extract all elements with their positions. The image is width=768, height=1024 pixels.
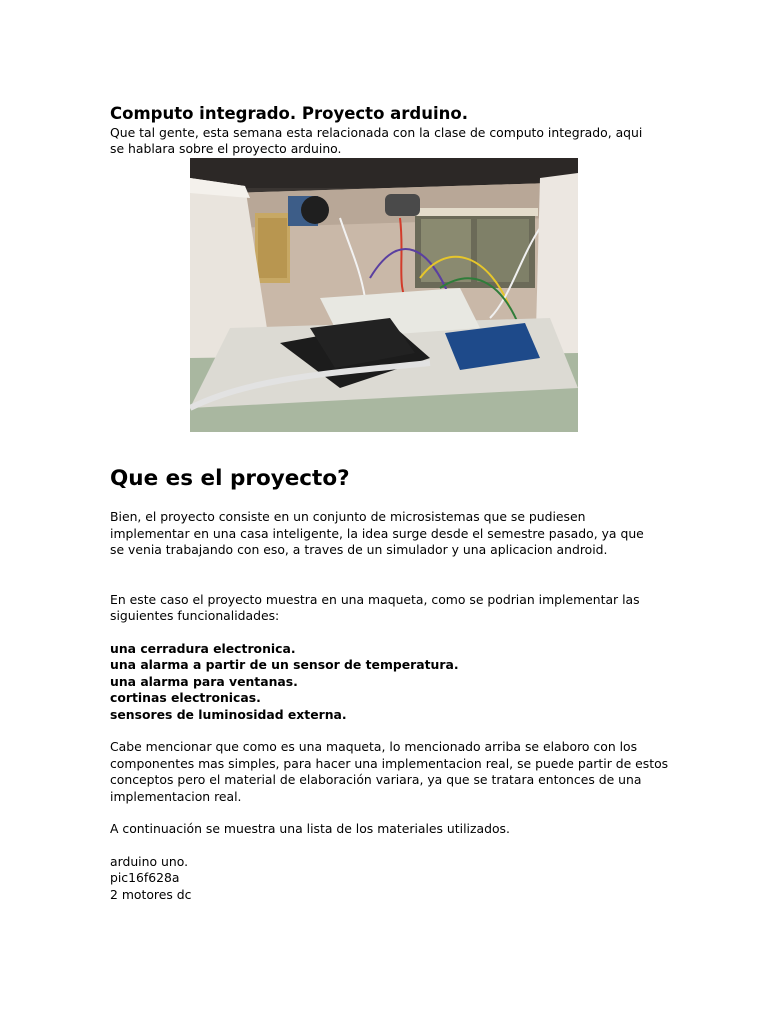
feature-item: una alarma para ventanas. <box>110 673 298 689</box>
materials-list <box>110 854 670 904</box>
arduino-model-photo <box>190 158 578 432</box>
feature-item: una cerradura electronica. <box>110 640 296 656</box>
document-page <box>110 104 670 902</box>
material-item: pic16f628a <box>110 870 180 885</box>
paragraph: A continuación se muestra una lista de los materiales utilizados. <box>110 821 510 836</box>
paragraph: Cabe mencionar que como es una maqueta, lo mencionado arriba se elaboro con los componentes mas simples, para hacer una implementacion real, se puede partir de estos conceptos pero el material de elaboración variara, ya que se tratara entonces de una implementacion real. <box>110 739 669 804</box>
material-item: 2 motores dc <box>110 886 192 902</box>
post-title: Computo integrado. Proyecto arduino. <box>110 104 468 123</box>
intro-text: Que tal gente, esta semana esta relacionada con la clase de computo integrado, aqui se hablara sobre el proyecto arduino. <box>110 125 643 156</box>
paragraph: En este caso el proyecto muestra en una maqueta, como se podrian implementar las siguientes funcionalidades: <box>110 591 640 623</box>
section-heading: Que es el proyecto? <box>110 466 350 491</box>
article-body <box>110 509 670 903</box>
feature-item: una alarma a partir de un sensor de temperatura. <box>110 657 459 672</box>
feature-item: cortinas electronicas. <box>110 690 261 705</box>
feature-list <box>110 641 670 724</box>
feature-item: sensores de luminosidad externa. <box>110 706 347 722</box>
paragraph: Bien, el proyecto consiste en un conjunto de microsistemas que se pudiesen implementar en una casa inteligente, la idea surge desde el semestre pasado, ya que se venia trabajando con eso, a traves de un simulador y una aplicacion android. <box>110 509 644 557</box>
material-item: arduino uno. <box>110 853 189 869</box>
